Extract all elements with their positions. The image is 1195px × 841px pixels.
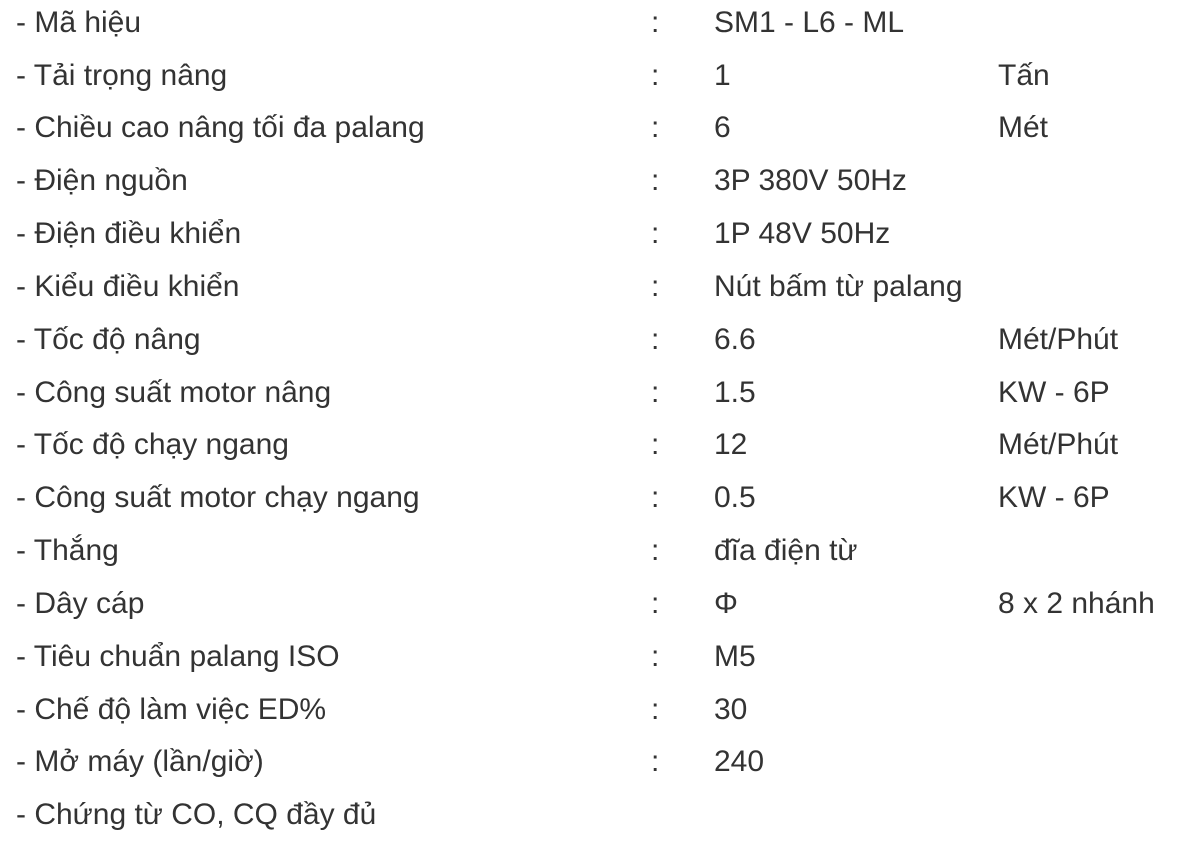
- spec-colon: :: [651, 164, 660, 197]
- spec-row-travel-motor-power: [0, 472, 1195, 524]
- spec-value: M5: [714, 640, 756, 673]
- spec-colon: :: [651, 111, 660, 144]
- spec-colon: :: [651, 745, 660, 778]
- spec-value: 6.6: [714, 323, 756, 356]
- spec-value: 3P 380V 50Hz: [714, 164, 907, 197]
- spec-row-power-supply: [0, 155, 1195, 207]
- spec-label: - Tiêu chuẩn palang ISO: [16, 640, 340, 673]
- spec-row-starts-per-hour: [0, 736, 1195, 788]
- spec-label: - Chiều cao nâng tối đa palang: [16, 111, 425, 144]
- spec-value: Φ: [714, 587, 738, 620]
- spec-value: 1: [714, 59, 731, 92]
- spec-unit: KW - 6P: [998, 481, 1110, 514]
- spec-value: 6: [714, 111, 731, 144]
- spec-row-iso-standard: [0, 631, 1195, 683]
- spec-unit: KW - 6P: [998, 376, 1110, 409]
- spec-value: 30: [714, 693, 748, 726]
- spec-value: 240: [714, 745, 765, 778]
- spec-row-model: [0, 0, 1195, 49]
- spec-row-lift-motor-power: [0, 367, 1195, 419]
- spec-label: - Điện nguồn: [16, 164, 188, 197]
- spec-unit: Mét/Phút: [998, 323, 1119, 356]
- spec-label: - Điện điều khiển: [16, 217, 242, 250]
- spec-unit: Tấn: [998, 59, 1050, 92]
- spec-value: Nút bấm từ palang: [714, 270, 963, 303]
- spec-label: - Kiểu điều khiển: [16, 270, 240, 303]
- spec-colon: :: [651, 534, 660, 567]
- spec-row-load-capacity: [0, 50, 1195, 102]
- spec-colon: :: [651, 693, 660, 726]
- spec-value: 12: [714, 428, 748, 461]
- spec-label: - Tốc độ nâng: [16, 323, 201, 356]
- spec-colon: :: [651, 217, 660, 250]
- spec-label: - Tốc độ chạy ngang: [16, 428, 289, 461]
- spec-unit: 8 x 2 nhánh: [998, 587, 1155, 620]
- spec-row-control-voltage: [0, 208, 1195, 260]
- spec-label: - Mã hiệu: [16, 6, 142, 39]
- spec-colon: :: [651, 640, 660, 673]
- spec-value: 0.5: [714, 481, 756, 514]
- spec-label: - Chế độ làm việc ED%: [16, 693, 327, 726]
- spec-colon: :: [651, 587, 660, 620]
- spec-row-lift-height: [0, 102, 1195, 154]
- spec-label: - Dây cáp: [16, 587, 145, 620]
- spec-row-lift-speed: [0, 314, 1195, 366]
- spec-colon: :: [651, 481, 660, 514]
- spec-colon: :: [651, 428, 660, 461]
- spec-colon: :: [651, 323, 660, 356]
- spec-value: 1P 48V 50Hz: [714, 217, 891, 250]
- spec-colon: :: [651, 376, 660, 409]
- spec-value: đĩa điện từ: [714, 534, 858, 567]
- spec-label: - Thắng: [16, 534, 119, 567]
- spec-colon: :: [651, 6, 660, 39]
- spec-row-duty-cycle: [0, 684, 1195, 736]
- spec-row-control-type: [0, 261, 1195, 313]
- spec-value: 1.5: [714, 376, 756, 409]
- spec-colon: :: [651, 270, 660, 303]
- spec-colon: :: [651, 59, 660, 92]
- spec-value: SM1 - L6 - ML: [714, 6, 905, 39]
- spec-label: - Tải trọng nâng: [16, 59, 228, 92]
- spec-row-certificates: [0, 789, 1195, 841]
- spec-label: - Công suất motor chạy ngang: [16, 481, 420, 514]
- spec-row-brake: [0, 525, 1195, 577]
- spec-unit: Mét: [998, 111, 1049, 144]
- spec-label: - Mở máy (lần/giờ): [16, 745, 264, 778]
- spec-unit: Mét/Phút: [998, 428, 1119, 461]
- spec-row-travel-speed: [0, 419, 1195, 471]
- spec-row-wire-rope: [0, 578, 1195, 630]
- spec-label: - Công suất motor nâng: [16, 376, 332, 409]
- spec-label: - Chứng từ CO, CQ đầy đủ: [16, 798, 377, 831]
